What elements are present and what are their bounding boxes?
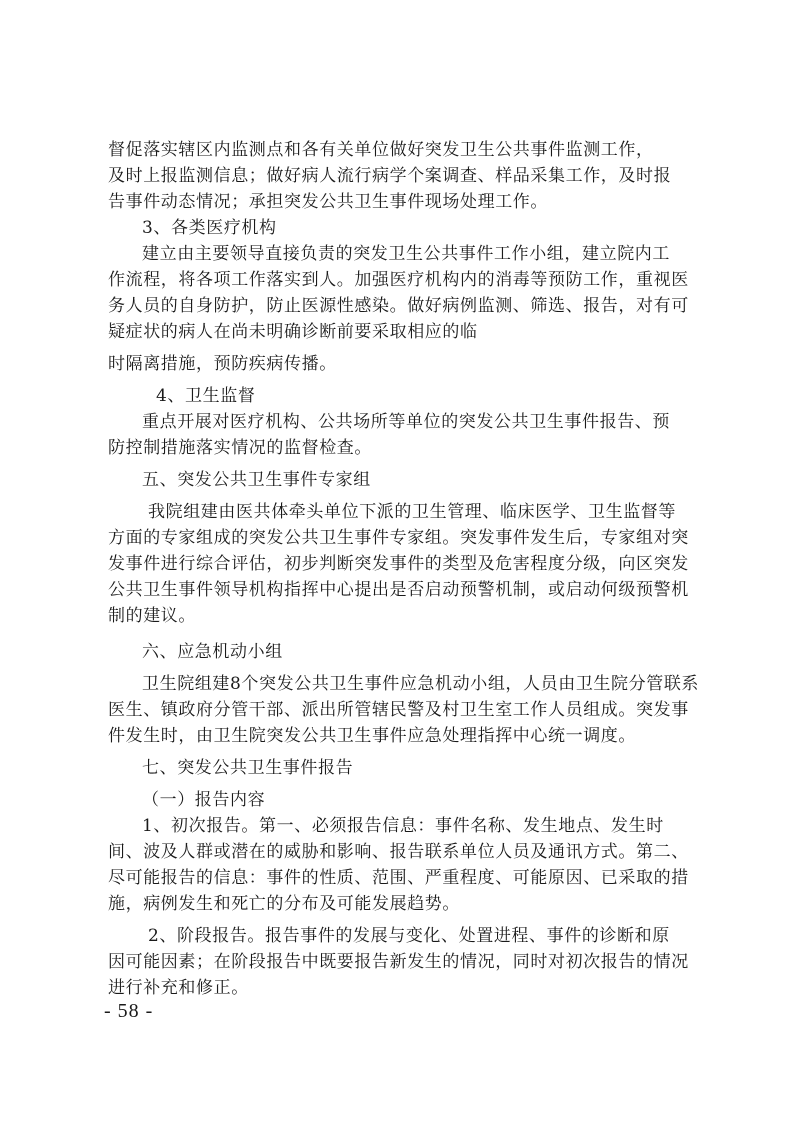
text-line: 疑症状的病人在尚未明确诊断前要采取相应的临 [108,322,478,342]
section-heading-emergency-team: 六、应急机动小组 [142,642,283,662]
text-line: 2、阶段报告。报告事件的发展与变化、处置进程、事件的诊断和原 [148,926,670,946]
paragraph-health-supervision [108,409,694,461]
paragraph-expert-group [108,499,694,629]
paragraph-medical-institutions [108,241,694,377]
text-line: 及时上报监测信息；做好病人流行病学个案调查、样品采集工作，及时报 [108,166,672,186]
text-line: 时隔离措施，预防疾病传播。 [108,354,337,374]
text-line: 重点开展对医疗机构、公共场所等单位的突发公共卫生事件报告、预 [142,412,670,432]
section-heading-medical-institutions: 3、各类医疗机构 [142,218,277,238]
text-line: 督促落实辖区内监测点和各有关单位做好突发卫生公共事件监测工作， [108,140,654,160]
text-line: 医生、镇政府分管干部、派出所管辖民警及村卫生室工作人员组成。突发事 [108,700,689,720]
page-body [108,137,700,1001]
text-line: 尽可能报告的信息：事件的性质、范围、严重程度、可能原因、已采取的措 [108,868,689,888]
text-line: 作流程，将各项工作落实到人。加强医疗机构内的消毒等预防工作，重视医 [108,270,689,290]
paragraph-stage-report [108,923,694,1001]
text-line: 务人员的自身防护，防止医源性感染。做好病例监测、筛选、报告，对有可 [108,296,689,316]
paragraph-monitoring-duties [108,137,694,215]
text-line: 1、初次报告。第一、必须报告信息：事件名称、发生地点、发生时 [142,816,664,836]
section-heading-health-supervision: 4、卫生监督 [156,386,256,406]
text-line: 卫生院组建8个突发公共卫生事件应急机动小组，人员由卫生院分管联系 [142,674,700,694]
text-line: 告事件动态情况；承担突发公共卫生事件现场处理工作。 [108,192,548,212]
text-line: 因可能因素；在阶段报告中既要报告新发生的情况，同时对初次报告的情况 [108,952,689,972]
text-line: 施，病例发生和死亡的分布及可能发展趋势。 [108,894,460,914]
text-line: 防控制措施落实情况的监督检查。 [108,438,372,458]
paragraph-emergency-team [108,671,700,749]
section-heading-event-report: 七、突发公共卫生事件报告 [142,758,354,778]
page-number: - 58 - [104,1000,154,1022]
text-line: 发事件进行综合评估，初步判断突发事件的类型及危害程度分级，向区突发 [108,554,689,574]
text-line: 公共卫生事件领导机构指挥中心提出是否启动预警机制，或启动何级预警机 [108,580,689,600]
paragraph-initial-report [108,813,694,917]
text-line: 件发生时，由卫生院突发公共卫生事件应急处理指挥中心统一调度。 [108,726,636,746]
text-line: 方面的专家组成的突发公共卫生事件专家组。突发事件发生后，专家组对突 [108,528,689,548]
subsection-heading-report-content: （一）报告内容 [142,790,266,810]
text-line: 间、波及人群或潜在的威胁和影响、报告联系单位人员及通讯方式。第二、 [108,842,689,862]
text-line: 制的建议。 [108,606,196,626]
text-line: 进行补充和修正。 [108,978,249,998]
text-line: 建立由主要领导直接负责的突发卫生公共事件工作小组，建立院内工 [142,244,670,264]
section-heading-expert-group: 五、突发公共卫生事件专家组 [142,470,371,490]
text-line: 我院组建由医共体牵头单位下派的卫生管理、临床医学、卫生监督等 [148,502,676,522]
